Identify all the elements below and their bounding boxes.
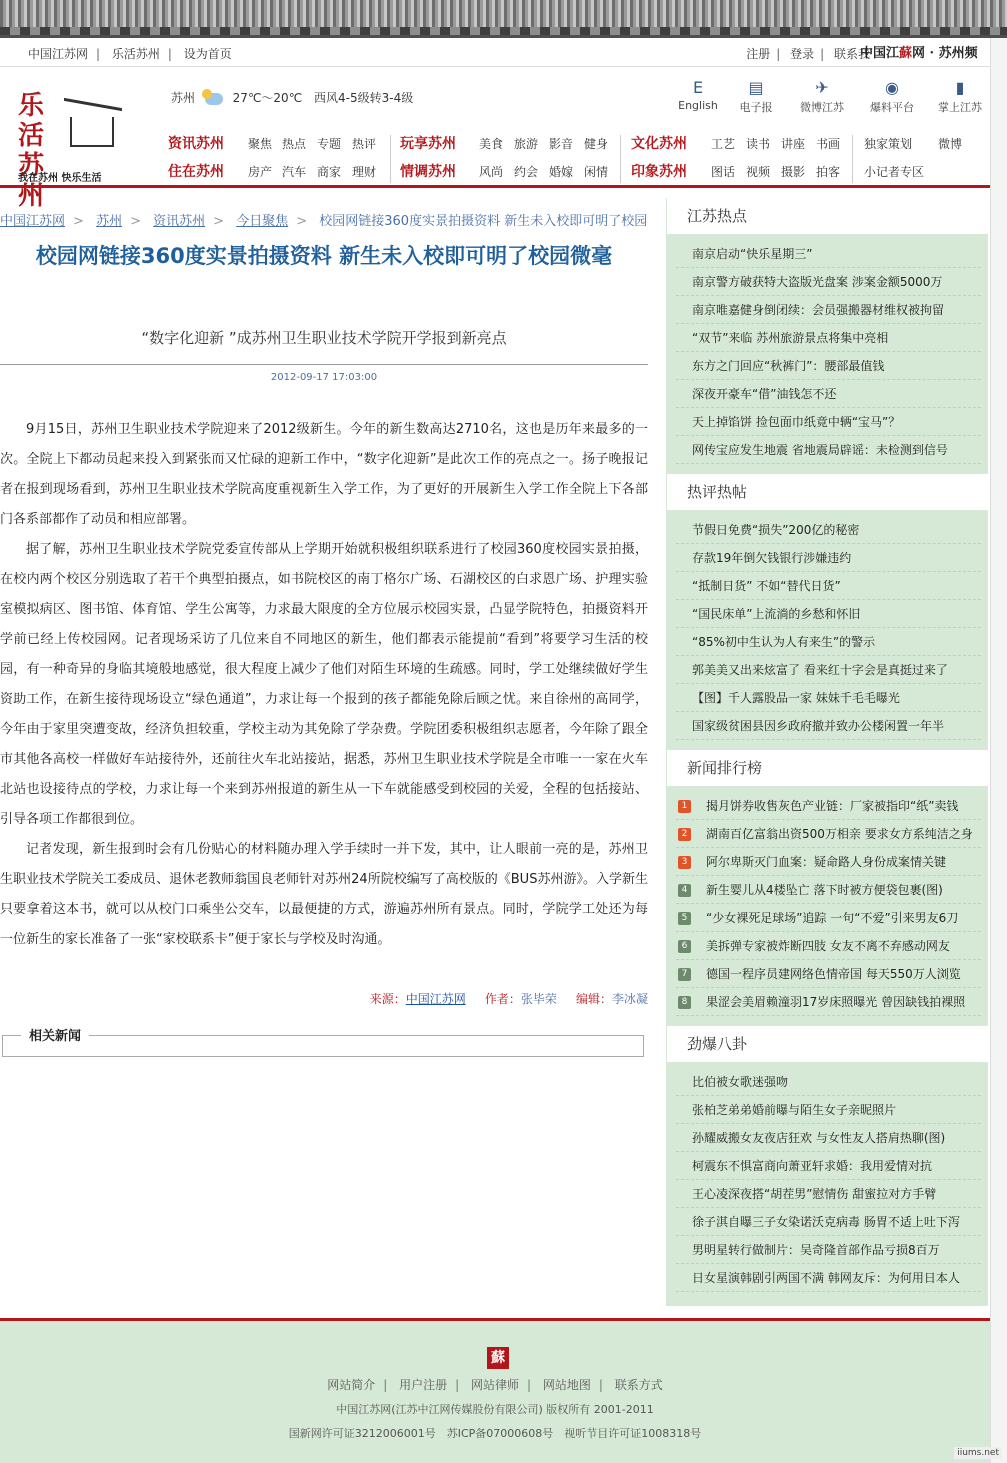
quick-english-label: English bbox=[678, 99, 718, 112]
nav-item[interactable]: 独家策划 bbox=[864, 137, 913, 151]
nav-item[interactable]: 读书 bbox=[746, 137, 771, 151]
list-item[interactable]: 南京唯嘉健身倒闭续：会员强搬器材维权被拘留 bbox=[676, 296, 981, 324]
breadcrumb-current: 校园网链接360度实景拍摄资料 新生未入校即可明了校园 bbox=[319, 214, 648, 229]
rank-item[interactable] bbox=[676, 904, 981, 932]
nav-item[interactable]: 美食 bbox=[479, 137, 504, 151]
list-item[interactable]: “国民床单”上流淌的乡愁和怀旧 bbox=[676, 600, 981, 628]
nav-item[interactable]: 约会 bbox=[514, 165, 539, 179]
editor-name: 李冰凝 bbox=[611, 992, 648, 1006]
logo-slogan: 我在苏州 快乐生活 bbox=[18, 173, 102, 184]
footer-copyright: 中国江苏网(江苏中江网传媒股份有限公司) 版权所有 2001-2011 bbox=[336, 1403, 654, 1416]
footer-link[interactable]: 网站地图 bbox=[542, 1378, 591, 1392]
list-item[interactable]: “抵制日货” 不如“替代日货” bbox=[676, 572, 981, 600]
logo-calligraphy: 乐活苏州 bbox=[18, 91, 45, 211]
editor-label: 编辑： bbox=[575, 992, 612, 1006]
list-item[interactable]: “双节”来临 苏州旅游景点将集中亮相 bbox=[676, 324, 981, 352]
list-item[interactable]: 天上掉馅饼 捡包面巾纸竟中辆“宝马”？ bbox=[676, 408, 981, 436]
gossip-list bbox=[676, 1068, 981, 1292]
quick-mobile-label: 掌上江苏 bbox=[938, 101, 982, 114]
rank-item[interactable] bbox=[676, 988, 981, 1016]
su-emblem-icon: 蘇 bbox=[487, 1347, 509, 1369]
nav-item[interactable]: 风尚 bbox=[479, 165, 504, 179]
list-item[interactable]: “85%初中生认为人有来生”的警示 bbox=[676, 628, 981, 656]
nav-divider bbox=[390, 135, 391, 183]
nav-item[interactable]: 理财 bbox=[352, 165, 377, 179]
rank-item[interactable] bbox=[676, 876, 981, 904]
site-header bbox=[0, 66, 990, 211]
nav-item[interactable]: 旅游 bbox=[514, 137, 539, 151]
quick-english[interactable] bbox=[670, 79, 726, 112]
watermark: iiums.net bbox=[954, 1447, 1002, 1459]
comment-box-title: 热评热帖 bbox=[666, 474, 988, 510]
link-lehuo-suzhou[interactable]: 乐活苏州 bbox=[111, 47, 160, 61]
footer-link[interactable]: 用户注册 bbox=[399, 1378, 448, 1392]
weather-city: 苏州 bbox=[171, 91, 196, 105]
article-paragraph: 据了解，苏州卫生职业技术学院党委宣传部从上学期开始就积极组织联系进行了校园360度校园实景拍摄，在校内两个校区分别选取了若干个典型拍摄点，如书院校区的南丁格尔广场、石湖校区的白求恩广场、护理实验室模拟病区、图书馆、体育馆、学生公寓等，力求最大限度的全方位展示校园实景，凸显学院特色，拍摄资料开学前已经上传校园网。记者现场采访了几位来自不同地区的新生，他们都表示能提前“看到”将要学习生活的校园，有一种奇异的身临其境般地感觉，很大程度上减少了他们对陌生环境的生疏感。同时，学工处继续做好学生资助工作，在新生接待现场设立“绿色通道”，力求让每一个报到的孩子都能免除后顾之忧。来自徐州的高同学，今年由于家里突遭变故，经济负担较重，学校主动为其免除了学杂费。学院团委积极组织志愿者，今年除了跟全市其他各高校一样做好车站接待外，还前往火车北站接站，据悉，苏州卫生职业技术学院是全市唯一一家在火车北站也设接待点的学校，力求让每一个来到苏州报道的新生从一下车就能感受到校园的关爱，全程的包括接站、引导各项工作都很到位。 bbox=[0, 542, 648, 827]
house-icon bbox=[70, 117, 114, 147]
rank-item[interactable] bbox=[676, 820, 981, 848]
nav-item[interactable]: 视频 bbox=[746, 165, 771, 179]
nav-item[interactable]: 汽车 bbox=[282, 165, 307, 179]
rank-list bbox=[676, 792, 981, 1016]
roof-banner bbox=[0, 0, 1007, 38]
rank-item-text: 果涩会美眉赖潼羽17岁床照曝光 曾因缺钱拍裸照 bbox=[706, 995, 966, 1009]
camera-icon: ◉ bbox=[885, 78, 899, 97]
nav-item[interactable]: 闲情 bbox=[584, 165, 609, 179]
breadcrumb bbox=[0, 210, 648, 229]
article-paragraph: 记者发现，新生报到时会有几份贴心的材料随办理入学手续时一并下发，其中，让人眼前一亮的是，苏州卫生职业技术学院关工委成员、退休老教师翁国良老师针对苏州24所院校编写了高校版的《BUS苏州游》。入学新生只要拿着这本书，就可以从校门口乘坐公交车，以最便捷的方式，游遍苏州所有景点。同时，学院学工处还为每一位新生的家长准备了一张“家校联系卡”便于家长与学校及时沟通。 bbox=[0, 842, 648, 947]
list-item[interactable]: 存款19年倒欠钱银行涉嫌违约 bbox=[676, 544, 981, 572]
nav-item[interactable]: 讲座 bbox=[781, 137, 806, 151]
rank-number-badge: 5 bbox=[678, 912, 691, 925]
link-contact[interactable]: 联系我 bbox=[833, 47, 870, 61]
list-item[interactable]: 孙耀威搬女友夜店狂欢 与女性友人搭肩热聊(图) bbox=[676, 1124, 981, 1152]
weather-widget bbox=[171, 89, 413, 106]
rank-item-text: 新生婴儿从4楼坠亡 落下时被方便袋包裹(图) bbox=[706, 883, 943, 897]
scrollbar[interactable] bbox=[990, 38, 1007, 1463]
brand-title bbox=[860, 42, 990, 61]
nav-item[interactable]: 商家 bbox=[317, 165, 342, 179]
footer-links: 网站简介 | 用户注册 | 网站律师 | 网站地图 | 联系方式 bbox=[327, 1378, 663, 1392]
nav-item[interactable]: 热评 bbox=[352, 137, 377, 151]
nav-item[interactable]: 微博 bbox=[938, 137, 963, 151]
top-bar bbox=[0, 38, 990, 66]
breadcrumb-link[interactable]: 苏州 bbox=[96, 214, 123, 229]
article-byline bbox=[0, 990, 648, 1007]
brand-prefix: 中国江 bbox=[860, 46, 900, 61]
top-left-links: 中国江苏网 | 乐活苏州 | 设为首页 bbox=[28, 47, 232, 61]
chevron-right-icon: > bbox=[73, 214, 84, 229]
rank-box-title: 新闻排行榜 bbox=[666, 750, 988, 786]
nav-item[interactable]: 房产 bbox=[248, 165, 273, 179]
sidebar bbox=[666, 198, 988, 1306]
article-date: 2012-09-17 17:03:00 bbox=[270, 372, 378, 383]
rank-number-badge: 7 bbox=[678, 968, 691, 981]
list-item[interactable]: 南京警方破获特大盗版光盘案 涉案金额5000万 bbox=[676, 268, 981, 296]
nav-item[interactable]: 专题 bbox=[317, 137, 342, 151]
weather-temp: 27℃～20℃ bbox=[232, 91, 303, 105]
nav-cat-news[interactable]: 资讯苏州 bbox=[168, 136, 224, 152]
nav-item[interactable]: 婚嫁 bbox=[549, 165, 574, 179]
list-item[interactable]: 【图】千人露股品一家 妹妹千毛毛曝光 bbox=[676, 684, 981, 712]
english-icon: E bbox=[692, 78, 704, 97]
link-jschina[interactable]: 中国江苏网 bbox=[28, 47, 89, 61]
rank-item-text: 阿尔卑斯灭门血案：疑命路人身份成案情关键 bbox=[706, 855, 947, 869]
rank-item-text: 揭月饼券收售灰色产业链：厂家被指印“纸”卖钱 bbox=[706, 799, 959, 813]
gossip-box-title: 劲爆八卦 bbox=[666, 1026, 988, 1062]
author-name: 张毕荣 bbox=[520, 992, 557, 1006]
hot-box-title: 江苏热点 bbox=[666, 198, 988, 234]
link-login[interactable]: 登录 bbox=[790, 47, 815, 61]
list-item[interactable]: 王心凌深夜搭“胡茬男”慰情伤 甜蜜拉对方手臂 bbox=[676, 1180, 981, 1208]
nav-item[interactable]: 小记者专区 bbox=[864, 165, 925, 179]
footer-link[interactable]: 网站律师 bbox=[470, 1378, 519, 1392]
nav-item[interactable]: 聚焦 bbox=[248, 137, 273, 151]
rank-item[interactable] bbox=[676, 932, 981, 960]
nav-item[interactable]: 健身 bbox=[584, 137, 609, 151]
nav-cat-mood[interactable]: 情调苏州 bbox=[400, 164, 456, 180]
nav-cat-living[interactable]: 住在苏州 bbox=[168, 164, 224, 180]
footer-license: 国新网许可证3212006001号 苏ICP备07000608号 视听节目许可证1008318号 bbox=[288, 1427, 702, 1440]
article-paragraph: 9月15日，苏州卫生职业技术学院迎来了2012级新生。今年的新生数高达2710名，这也是历年来最多的一次。全院上下都动员起来投入到紧张而又忙碌的迎新工作中，“数字化迎新”是此次工作的亮点之一。扬子晚报记者在报到现场看到，苏州卫生职业技术学院高度重视新生入学工作，为了更好的开展新生入学工作全院上下各部门各系部都作了动员和相应部署。 bbox=[0, 422, 648, 527]
source-label: 来源： bbox=[369, 992, 406, 1006]
bird-icon: ✈ bbox=[815, 78, 829, 97]
quick-report[interactable] bbox=[864, 79, 920, 115]
nav-item[interactable]: 摄影 bbox=[781, 165, 806, 179]
rank-number-badge: 8 bbox=[678, 996, 691, 1009]
quick-weibo[interactable] bbox=[794, 79, 850, 115]
chevron-right-icon: > bbox=[213, 214, 225, 229]
rank-item[interactable] bbox=[676, 848, 981, 876]
breadcrumb-link[interactable]: 今日聚焦 bbox=[236, 214, 289, 229]
top-right-links: 注册 | 登录 | 联系我 bbox=[746, 47, 870, 61]
quick-epaper-label: 电子报 bbox=[739, 101, 773, 114]
article-subtitle: “数字化迎新 ”成苏州卫生职业技术学院开学报到新亮点 bbox=[141, 329, 507, 347]
list-item[interactable]: 东方之门回应“秋裤门”：腰部最值钱 bbox=[676, 352, 981, 380]
breadcrumb-link[interactable]: 中国江苏网 bbox=[0, 214, 66, 229]
partly-cloudy-icon bbox=[205, 93, 223, 105]
weather-wind: 西风4-5级转3-4级 bbox=[314, 91, 414, 105]
nav-cat-culture[interactable]: 文化苏州 bbox=[631, 136, 687, 152]
rank-item-text: “少女裸死足球场”追踪 一句“不爱”引来男友6刀 bbox=[706, 911, 959, 925]
site-footer bbox=[0, 1318, 999, 1463]
divider bbox=[0, 364, 648, 365]
list-item[interactable]: 日女星演韩剧引两国不满 韩网友斥：为何用日本人 bbox=[676, 1264, 981, 1292]
phone-icon: ▮ bbox=[955, 78, 965, 97]
nav-item[interactable]: 热点 bbox=[282, 137, 307, 151]
rank-item-text: 美拆弹专家被炸断四肢 女友不离不弃感动网友 bbox=[706, 939, 950, 953]
nav-item[interactable]: 影音 bbox=[549, 137, 574, 151]
list-item[interactable]: 男明星转行做制片：吴奇隆首部作品亏损8百万 bbox=[676, 1236, 981, 1264]
comment-list bbox=[676, 516, 981, 740]
quick-links bbox=[670, 79, 990, 121]
nav-item[interactable]: 图话 bbox=[711, 165, 736, 179]
nav-cat-impression[interactable]: 印象苏州 bbox=[631, 164, 687, 180]
nav-divider bbox=[620, 135, 621, 183]
chevron-right-icon: > bbox=[130, 214, 141, 229]
list-item[interactable]: 郭美美又出来炫富了 看来红十字会是真挺过来了 bbox=[676, 656, 981, 684]
rank-item-text: 湖南百亿富翁出资500万相亲 要求女方系纯洁之身 bbox=[706, 827, 973, 841]
footer-link[interactable]: 网站简介 bbox=[327, 1378, 376, 1392]
list-item[interactable]: 张柏芝弟弟婚前曝与陌生女子亲昵照片 bbox=[676, 1096, 981, 1124]
article-title: 校园网链接360度实景拍摄资料 新生未入校即可明了校园微毫 bbox=[35, 244, 613, 268]
nav-item[interactable]: 书画 bbox=[816, 137, 841, 151]
breadcrumb-link[interactable]: 资讯苏州 bbox=[153, 214, 206, 229]
hot-list bbox=[676, 240, 981, 464]
quick-weibo-label: 微博江苏 bbox=[800, 101, 844, 114]
quick-epaper[interactable] bbox=[728, 79, 784, 115]
rank-item[interactable] bbox=[676, 792, 981, 820]
list-item[interactable]: 南京启动“快乐星期三” bbox=[676, 240, 981, 268]
related-news-heading: 相关新闻 bbox=[21, 1025, 89, 1044]
rank-item[interactable] bbox=[676, 960, 981, 988]
brand-suffix: 网 · 苏州频 bbox=[912, 46, 978, 61]
list-item[interactable]: 网传宝应发生地震 省地震局辟谣：未检测到信号 bbox=[676, 436, 981, 464]
link-set-homepage[interactable]: 设为首页 bbox=[183, 47, 232, 61]
article-body bbox=[0, 415, 648, 955]
list-item[interactable]: 节假日免费“损失”200亿的秘密 bbox=[676, 516, 981, 544]
nav-item[interactable]: 工艺 bbox=[711, 137, 736, 151]
author-label: 作者： bbox=[484, 992, 521, 1006]
list-item[interactable]: 比伯被女歌迷强吻 bbox=[676, 1068, 981, 1096]
list-item[interactable]: 国家级贫困县因乡政府撤并致办公楼闲置一年半 bbox=[676, 712, 981, 740]
nav-divider bbox=[852, 135, 853, 183]
footer-link[interactable]: 联系方式 bbox=[614, 1378, 663, 1392]
rank-number-badge: 3 bbox=[678, 856, 691, 869]
rank-number-badge: 2 bbox=[678, 828, 691, 841]
rank-item-text: 德国一程序员建网络色情帝国 每天550万人浏览 bbox=[706, 967, 961, 981]
brand-red-char: 蘇 bbox=[899, 46, 913, 61]
site-logo[interactable] bbox=[14, 87, 120, 211]
nav-cat-fun[interactable]: 玩享苏州 bbox=[400, 136, 456, 152]
source-link[interactable]: 中国江苏网 bbox=[405, 992, 466, 1006]
rank-number-badge: 6 bbox=[678, 940, 691, 953]
newspaper-icon: ▤ bbox=[748, 78, 764, 97]
list-item[interactable]: 深夜开豪车“借”油钱怎不还 bbox=[676, 380, 981, 408]
related-news-box bbox=[2, 1029, 644, 1057]
link-register[interactable]: 注册 bbox=[746, 47, 771, 61]
rank-number-badge: 4 bbox=[678, 884, 691, 897]
rank-number-badge: 1 bbox=[678, 800, 691, 813]
list-item[interactable]: 徐子淇自曝三子女染诺沃克病毒 肠胃不适上吐下泻 bbox=[676, 1208, 981, 1236]
nav-item[interactable]: 拍客 bbox=[816, 165, 841, 179]
quick-report-label: 爆料平台 bbox=[870, 101, 914, 114]
list-item[interactable]: 柯震东不惧富商向萧亚轩求婚：我用爱情对抗 bbox=[676, 1152, 981, 1180]
chevron-right-icon: > bbox=[296, 214, 308, 229]
quick-mobile[interactable] bbox=[932, 79, 988, 115]
